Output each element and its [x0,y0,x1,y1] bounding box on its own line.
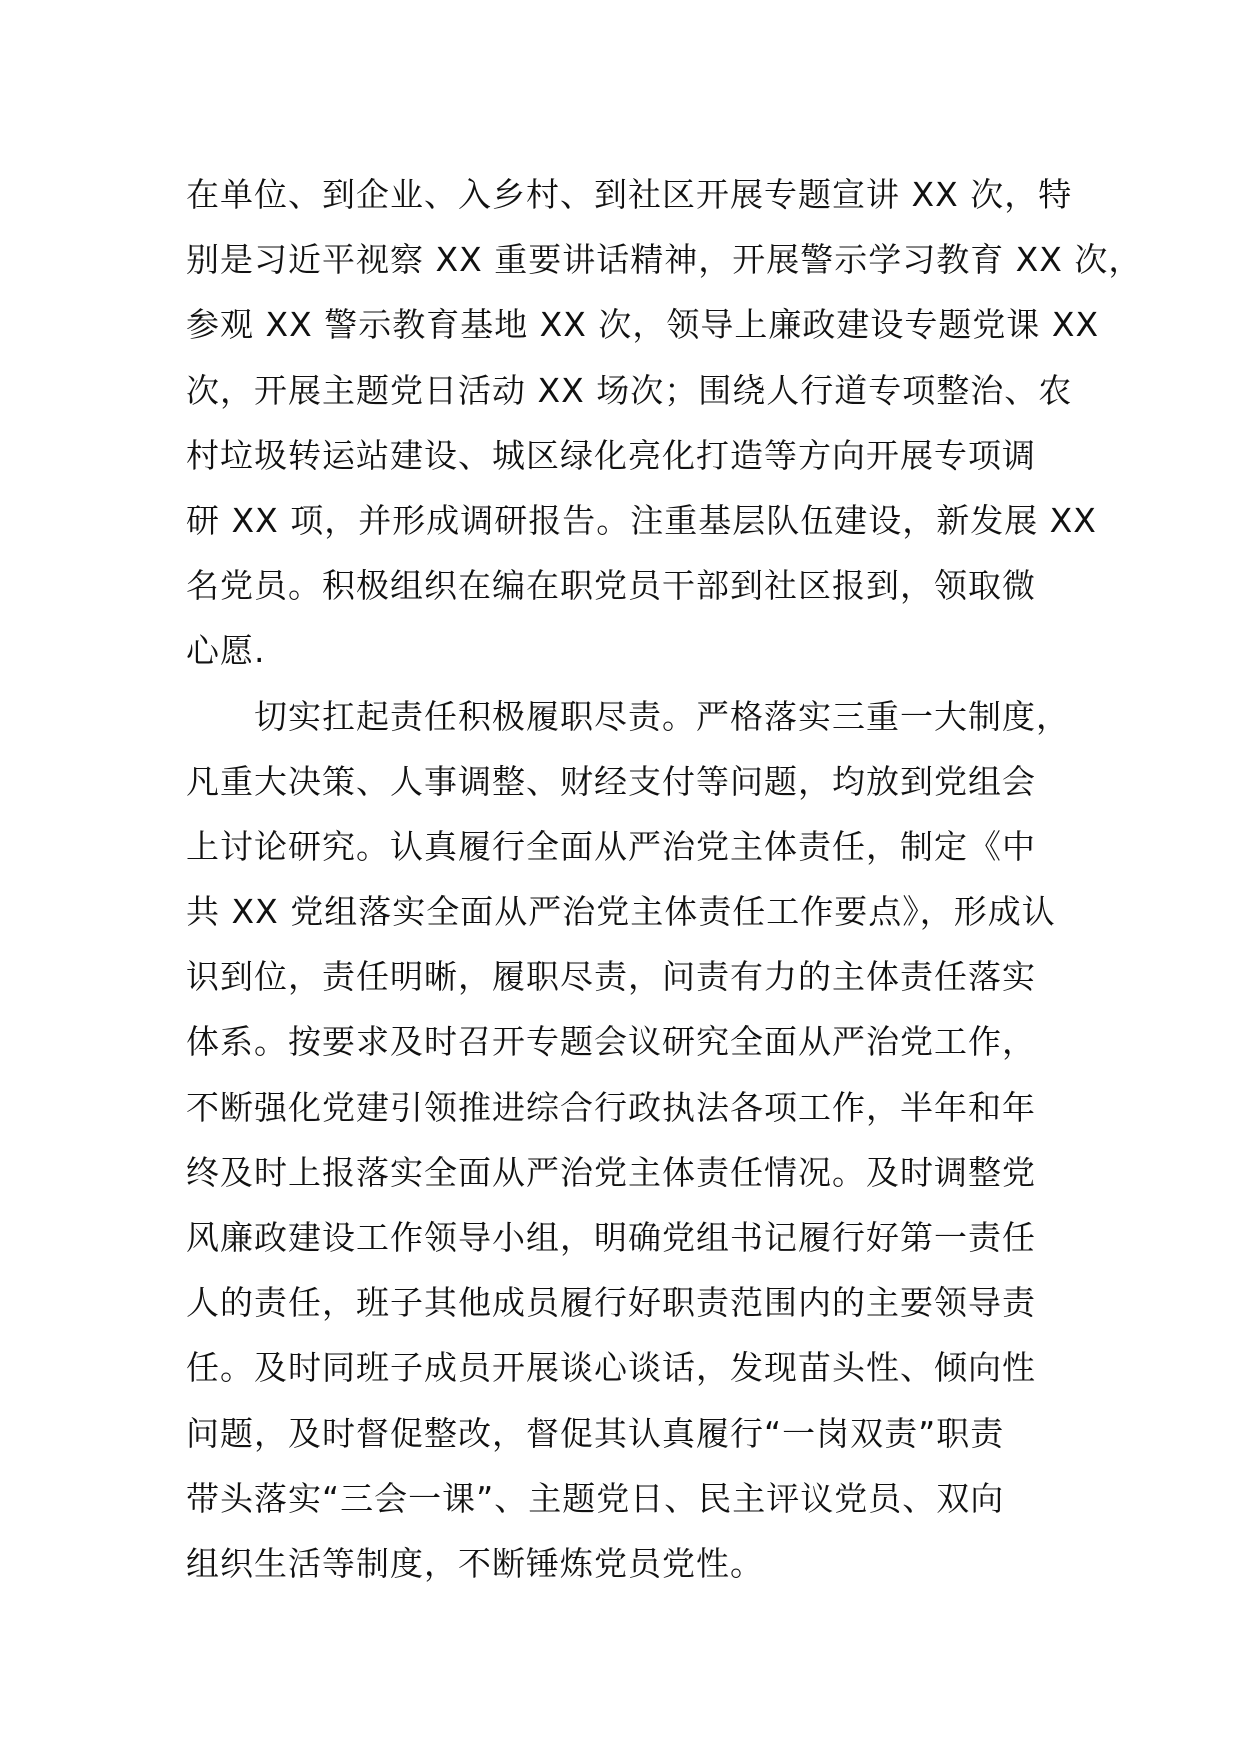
text-line: 组织生活等制度，不断锤炼党员党性。 [186,1543,764,1583]
text-line: 在单位、到企业、入乡村、到社区开展专题宣讲 XX 次，特 [186,175,1073,214]
text-line: 体系。按要求及时召开专题会议研究全面从严治党工作， [186,1022,1036,1062]
text-line: 别是习近平视察 XX 重要讲话精神，开展警示学习教育 XX 次， [186,240,1143,280]
text-line: 村垃圾转运站建设、城区绿化亮化打造等方向开展专项调 [186,435,1036,475]
text-line: 名党员。积极组织在编在职党员干部到社区报到，领取微 [186,566,1036,606]
text-line: 带头落实“三会一课”、主题党日、民主评议党员、双向 [186,1478,1005,1518]
text-line: 任。及时同班子成员开展谈心谈话，发现苗头性、倾向性 [186,1348,1036,1388]
text-line: 识到位，责任明晰，履职尽责，问责有力的主体责任落实 [186,957,1036,997]
text-line: 共 XX 党组落实全面从严治党主体责任工作要点》，形成认 [186,892,1056,932]
text-line: 不断强化党建引领推进综合行政执法各项工作，半年和年 [186,1087,1036,1127]
text-line: 心愿. [186,631,266,671]
text-line: 研 XX 项，并形成调研报告。注重基层队伍建设，新发展 XX [186,500,1097,540]
text-line: 风廉政建设工作领导小组，明确党组书记履行好第一责任 [186,1218,1036,1257]
text-line: 问题，及时督促整改，督促其认真履行“一岗双责”职责 [186,1413,1005,1453]
text-line: 次，开展主题党日活动 XX 场次；围绕人行道专项整治、农 [186,370,1073,410]
paragraph-start-line: 切实扛起责任积极履职尽责。严格落实三重一大制度， [254,696,1070,736]
text-line: 人的责任，班子其他成员履行好职责范围内的主要领导责 [186,1283,1036,1323]
text-line: 凡重大决策、人事调整、财经支付等问题，均放到党组会 [186,761,1036,801]
text-line: 终及时上报落实全面从严治党主体责任情况。及时调整党 [186,1152,1036,1192]
body-text [186,162,1143,1596]
text-line: 上讨论研究。认真履行全面从严治党主体责任，制定《中 [186,826,1036,866]
text-line: 参观 XX 警示教育基地 XX 次，领导上廉政建设专题党课 XX [186,305,1100,345]
